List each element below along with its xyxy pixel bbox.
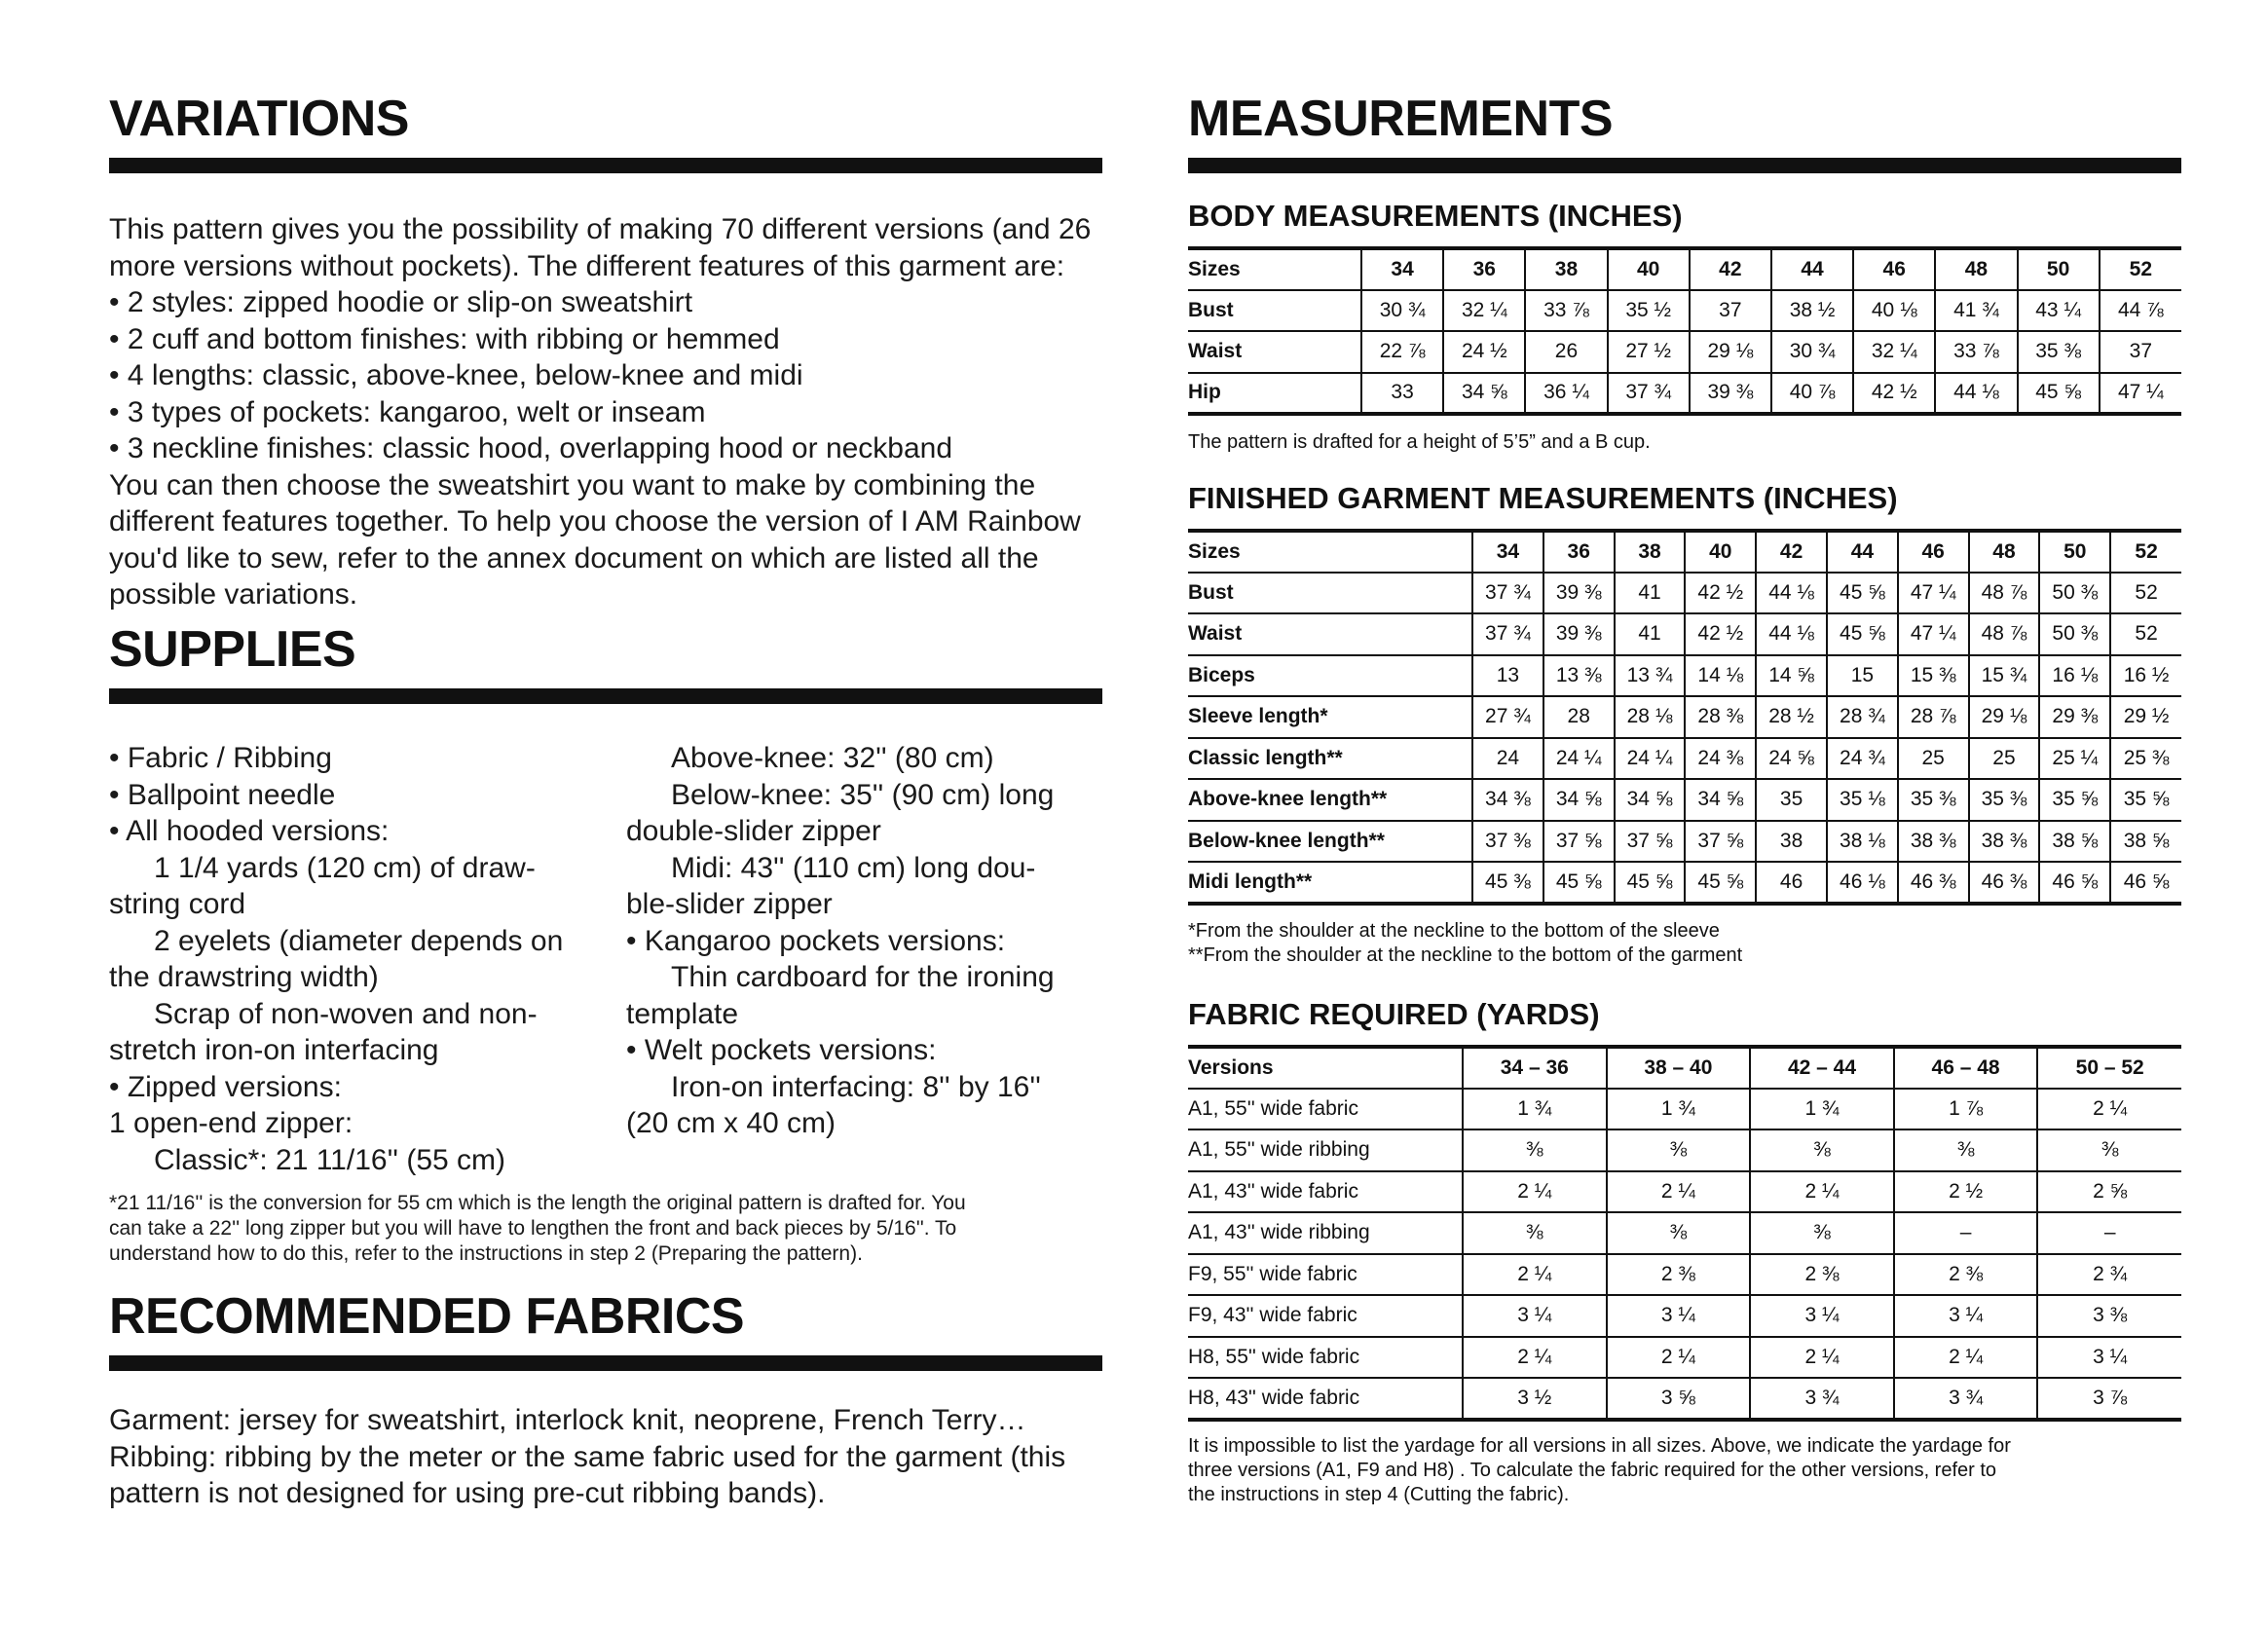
variations-heading: VARIATIONS	[109, 91, 409, 147]
table-cell: 34 ⅝	[1615, 779, 1686, 821]
table-header-cell: 46	[1898, 531, 1969, 573]
table-header-cell: 52	[2110, 531, 2181, 573]
table-cell: 3 ¼	[1463, 1295, 1607, 1337]
table-cell: 15 ⅜	[1898, 655, 1969, 697]
table-cell: 33 ⅞	[1525, 290, 1607, 332]
table-row	[1188, 862, 2181, 904]
table-cell: 35 ⅝	[2039, 779, 2110, 821]
table-header-cell: 42	[1756, 531, 1827, 573]
supplies-item: double-slider zipper	[626, 815, 881, 847]
table-row	[1188, 1129, 2181, 1171]
table-cell: 13	[1472, 655, 1543, 697]
table-cell: 16 ⅛	[2039, 655, 2110, 697]
table-cell: 46 ⅛	[1827, 862, 1898, 904]
table-cell: 28 ⅞	[1898, 696, 1969, 738]
variations-line: possible variations.	[109, 578, 358, 611]
table-cell: ⅜	[1607, 1129, 1751, 1171]
table-cell: 41	[1615, 573, 1686, 614]
fabrics-text	[109, 1402, 1102, 1512]
table-cell: 28 ⅛	[1615, 696, 1686, 738]
supplies-item: string cord	[109, 888, 246, 920]
table-header-cell: 34 – 36	[1463, 1047, 1607, 1089]
table-header-cell: 48	[1969, 531, 2040, 573]
table-header-row	[1188, 248, 2181, 290]
table-cell: 47 ¼	[2100, 373, 2181, 415]
supplies-item: Classic*: 21 11/16'' (55 cm)	[154, 1143, 506, 1176]
table-cell: 39 ⅜	[1690, 373, 1771, 415]
table-cell: 35 ⅜	[2018, 331, 2100, 373]
table-cell: 42 ½	[1685, 613, 1756, 655]
table-cell: 48 ⅞	[1969, 613, 2040, 655]
table-cell: 24 ¼	[1615, 738, 1686, 780]
table-cell: ⅜	[1607, 1212, 1751, 1254]
table-header-cell: 50 – 52	[2037, 1047, 2181, 1089]
table-cell: 35 ⅜	[1969, 779, 2040, 821]
row-label: A1, 43'' wide fabric	[1188, 1171, 1463, 1213]
table-cell: 3 ¼	[1750, 1295, 1894, 1337]
supplies-item: Midi: 43'' (110 cm) long dou-	[671, 851, 1036, 884]
supplies-note-line: understand how to do this, refer to the instructions in step 2 (Preparing the pattern).	[109, 1242, 863, 1265]
table-cell: 2 ¼	[1607, 1337, 1751, 1379]
supplies-item: Above-knee: 32'' (80 cm)	[671, 742, 994, 774]
supplies-item: Scrap of non-woven and non-	[154, 997, 538, 1030]
table-cell: 30 ¾	[1361, 290, 1443, 332]
table-cell: 36 ¼	[1525, 373, 1607, 415]
variations-line: • 3 types of pockets: kangaroo, welt or inseam	[109, 395, 706, 428]
finished-measurements-table	[1188, 529, 2181, 906]
table-cell: 39 ⅜	[1543, 573, 1615, 614]
table-cell: 45 ⅝	[1827, 613, 1898, 655]
row-label: A1, 43'' wide ribbing	[1188, 1212, 1463, 1254]
table-cell: 2 ⅜	[1607, 1254, 1751, 1296]
table-header-cell: 38	[1525, 248, 1607, 290]
supplies-list-left	[109, 740, 615, 1178]
table-cell: 50 ⅜	[2039, 573, 2110, 614]
table-header-cell: 42 – 44	[1750, 1047, 1894, 1089]
table-row	[1188, 331, 2181, 373]
supplies-note-line: can take a 22'' long zipper but you will have to lengthen the front and back pieces by 5/16''. To	[109, 1217, 957, 1240]
table-header-cell: 34	[1472, 531, 1543, 573]
table-cell: ⅜	[1750, 1129, 1894, 1171]
table-cell: 52	[2110, 573, 2181, 614]
table-cell: 32 ¼	[1443, 290, 1525, 332]
table-cell: 37 ⅝	[1543, 821, 1615, 863]
finished-note-line: *From the shoulder at the neckline to the bottom of the sleeve	[1188, 920, 1720, 942]
table-cell: 35 ⅜	[1898, 779, 1969, 821]
table-header-cell: 34	[1361, 248, 1443, 290]
table-cell: 24 ¾	[1827, 738, 1898, 780]
table-cell: 32 ¼	[1853, 331, 1935, 373]
table-cell: 3 ¾	[1750, 1378, 1894, 1420]
variations-line: • 3 neckline finishes: classic hood, overlapping hood or neckband	[109, 432, 953, 464]
table-cell: ⅜	[1750, 1212, 1894, 1254]
table-cell: 24 ⅝	[1756, 738, 1827, 780]
table-cell: 27 ¾	[1472, 696, 1543, 738]
fabric-required-heading: FABRIC REQUIRED (YARDS)	[1188, 997, 1600, 1031]
body-measurements-note: The pattern is drafted for a height of 5’5” and a B cup.	[1188, 431, 1651, 453]
table-header-cell: 44	[1771, 248, 1853, 290]
table-cell: 29 ⅛	[1690, 331, 1771, 373]
table-cell: 2 ¼	[1463, 1254, 1607, 1296]
variations-line: • 2 styles: zipped hoodie or slip-on sweatshirt	[109, 286, 693, 318]
table-cell: 37	[2100, 331, 2181, 373]
fabrics-line: pattern is not designed for using pre-cut ribbing bands).	[109, 1477, 826, 1509]
table-header-cell: 44	[1827, 531, 1898, 573]
row-label: Midi length**	[1188, 862, 1472, 904]
table-cell: 34 ⅝	[1685, 779, 1756, 821]
row-label: Waist	[1188, 331, 1361, 373]
table-cell: 24 ⅜	[1685, 738, 1756, 780]
body-measurements-table	[1188, 246, 2181, 416]
table-cell: 38	[1756, 821, 1827, 863]
table-cell: 25 ¼	[2039, 738, 2110, 780]
supplies-footnote	[109, 1191, 1102, 1267]
supplies-item: 2 eyelets (diameter depends on	[154, 924, 564, 957]
table-cell: 47 ¼	[1898, 613, 1969, 655]
body-measurements-heading: BODY MEASUREMENTS (INCHES)	[1188, 199, 1683, 233]
table-cell: 2 ¾	[2037, 1254, 2181, 1296]
supplies-item: the drawstring width)	[109, 961, 379, 993]
fabrics-line: Ribbing: ribbing by the meter or the same fabric used for the garment (this	[109, 1440, 1066, 1473]
table-cell: 13 ¾	[1615, 655, 1686, 697]
table-row	[1188, 655, 2181, 697]
table-cell: –	[1894, 1212, 2038, 1254]
table-cell: 35 ½	[1608, 290, 1690, 332]
fabrics-rule	[109, 1355, 1102, 1371]
row-label: Waist	[1188, 613, 1472, 655]
table-cell: 24 ½	[1443, 331, 1525, 373]
table-cell: 40 ⅛	[1853, 290, 1935, 332]
table-cell: 2 ½	[1894, 1171, 2038, 1213]
table-cell: 50 ⅜	[2039, 613, 2110, 655]
table-cell: 37 ⅜	[1472, 821, 1543, 863]
table-cell: 37 ¾	[1472, 613, 1543, 655]
fabric-note-line: It is impossible to list the yardage for all versions in all sizes. Above, we indicate the yardage for	[1188, 1435, 2011, 1457]
table-cell: 14 ⅛	[1685, 655, 1756, 697]
supplies-note-line: *21 11/16'' is the conversion for 55 cm which is the length the original pattern is drafted for. You	[109, 1192, 966, 1214]
table-header-cell: 48	[1935, 248, 2017, 290]
table-cell: 38 ⅜	[1969, 821, 2040, 863]
table-cell: 1 ¾	[1463, 1089, 1607, 1130]
table-cell: 34 ⅝	[1543, 779, 1615, 821]
row-label: F9, 43'' wide fabric	[1188, 1295, 1463, 1337]
table-header-cell: 42	[1690, 248, 1771, 290]
table-cell: 47 ¼	[1898, 573, 1969, 614]
measurements-rule	[1188, 158, 2181, 173]
table-cell: 16 ½	[2110, 655, 2181, 697]
table-cell: ⅜	[1463, 1212, 1607, 1254]
table-cell: ⅜	[1463, 1129, 1607, 1171]
fabrics-heading: RECOMMENDED FABRICS	[109, 1288, 745, 1345]
table-cell: 29 ⅜	[2039, 696, 2110, 738]
table-cell: 46 ⅜	[1969, 862, 2040, 904]
table-cell: 38 ⅜	[1898, 821, 1969, 863]
table-header-cell: 46 – 48	[1894, 1047, 2038, 1089]
table-cell: 28 ½	[1756, 696, 1827, 738]
table-cell: 1 ¾	[1750, 1089, 1894, 1130]
supplies-item: • Kangaroo pockets versions:	[626, 924, 1006, 957]
table-cell: 37 ¾	[1608, 373, 1690, 415]
table-cell: 35	[1756, 779, 1827, 821]
table-cell: 1 ¾	[1607, 1089, 1751, 1130]
table-cell: 48 ⅞	[1969, 573, 2040, 614]
table-header-cell: 40	[1685, 531, 1756, 573]
table-cell: 29 ½	[2110, 696, 2181, 738]
table-cell: 43 ¼	[2018, 290, 2100, 332]
table-cell: 45 ⅝	[1615, 862, 1686, 904]
table-row	[1188, 1337, 2181, 1379]
table-cell: 25	[1898, 738, 1969, 780]
supplies-item: ble-slider zipper	[626, 888, 833, 920]
table-cell: 46 ⅝	[2110, 862, 2181, 904]
variations-rule	[109, 158, 1102, 173]
table-cell: 41 ¾	[1935, 290, 2017, 332]
table-header-cell: 40	[1608, 248, 1690, 290]
measurements-heading: MEASUREMENTS	[1188, 91, 1614, 147]
table-cell: 34 ⅝	[1443, 373, 1525, 415]
table-cell: 46 ⅝	[2039, 862, 2110, 904]
row-label: Hip	[1188, 373, 1361, 415]
table-cell: 41	[1615, 613, 1686, 655]
table-cell: 28	[1543, 696, 1615, 738]
fabrics-line: Garment: jersey for sweatshirt, interlock knit, neoprene, French Terry…	[109, 1404, 1026, 1436]
table-header-cell: Sizes	[1188, 531, 1472, 573]
row-label: Below-knee length**	[1188, 821, 1472, 863]
table-header-cell: 46	[1853, 248, 1935, 290]
table-header-cell: 52	[2100, 248, 2181, 290]
table-cell: 45 ⅝	[2018, 373, 2100, 415]
table-cell: ⅜	[2037, 1129, 2181, 1171]
row-label: Biceps	[1188, 655, 1472, 697]
supplies-item: • Zipped versions:	[109, 1070, 342, 1103]
table-cell: 33	[1361, 373, 1443, 415]
fabric-note-line: three versions (A1, F9 and H8) . To calculate the fabric required for the other versions, refer to	[1188, 1460, 1997, 1481]
finished-measurements-notes	[1188, 919, 2181, 968]
row-label: H8, 55'' wide fabric	[1188, 1337, 1463, 1379]
table-header-row	[1188, 531, 2181, 573]
fabric-note-line: the instructions in step 4 (Cutting the fabric).	[1188, 1484, 1570, 1505]
supplies-item: • Welt pockets versions:	[626, 1034, 937, 1066]
table-row	[1188, 290, 2181, 332]
variations-line: This pattern gives you the possibility of making 70 different versions (and 26	[109, 213, 1092, 245]
table-cell: 26	[1525, 331, 1607, 373]
variations-text	[109, 211, 1102, 613]
table-cell: 37 ⅝	[1615, 821, 1686, 863]
table-header-row	[1188, 1047, 2181, 1089]
supplies-item: • Fabric / Ribbing	[109, 742, 332, 774]
table-cell: 52	[2110, 613, 2181, 655]
table-cell: 13 ⅜	[1543, 655, 1615, 697]
row-label: F9, 55'' wide fabric	[1188, 1254, 1463, 1296]
table-header-cell: 36	[1443, 248, 1525, 290]
table-cell: ⅜	[1894, 1129, 2038, 1171]
table-cell: 24	[1472, 738, 1543, 780]
supplies-item: Below-knee: 35'' (90 cm) long	[671, 778, 1055, 811]
table-cell: 3 ¼	[1607, 1295, 1751, 1337]
table-row	[1188, 573, 2181, 614]
supplies-item: template	[626, 997, 739, 1030]
table-cell: 34 ⅜	[1472, 779, 1543, 821]
table-cell: 42 ½	[1853, 373, 1935, 415]
table-cell: 33 ⅞	[1935, 331, 2017, 373]
table-cell: 38 ⅝	[2039, 821, 2110, 863]
table-cell: 25	[1969, 738, 2040, 780]
table-cell: 28 ¾	[1827, 696, 1898, 738]
table-row	[1188, 821, 2181, 863]
table-row	[1188, 373, 2181, 415]
supplies-item: • All hooded versions:	[109, 815, 390, 847]
finished-note-line: **From the shoulder at the neckline to the bottom of the garment	[1188, 944, 1743, 966]
table-row	[1188, 1171, 2181, 1213]
table-cell: 30 ¾	[1771, 331, 1853, 373]
table-cell: 39 ⅜	[1543, 613, 1615, 655]
supplies-item: Thin cardboard for the ironing	[671, 961, 1055, 993]
table-row	[1188, 738, 2181, 780]
variations-line: • 2 cuff and bottom finishes: with ribbing or hemmed	[109, 322, 780, 355]
table-cell: 2 ¼	[1607, 1171, 1751, 1213]
finished-measurements-heading: FINISHED GARMENT MEASUREMENTS (INCHES)	[1188, 481, 1898, 515]
table-cell: 3 ⅞	[2037, 1378, 2181, 1420]
table-row	[1188, 1089, 2181, 1130]
table-cell: 25 ⅜	[2110, 738, 2181, 780]
table-cell: 45 ⅜	[1472, 862, 1543, 904]
table-header-cell: 38 – 40	[1607, 1047, 1751, 1089]
table-header-cell: Sizes	[1188, 248, 1361, 290]
row-label: Sleeve length*	[1188, 696, 1472, 738]
table-cell: 35 ⅝	[2110, 779, 2181, 821]
table-cell: 3 ¾	[1894, 1378, 2038, 1420]
table-cell: 22 ⅞	[1361, 331, 1443, 373]
table-cell: 38 ⅝	[2110, 821, 2181, 863]
row-label: Classic length**	[1188, 738, 1472, 780]
supplies-item: 1 1/4 yards (120 cm) of draw-	[154, 851, 536, 884]
table-row	[1188, 696, 2181, 738]
supplies-list-right	[626, 740, 1103, 1142]
table-cell: 3 ¼	[1894, 1295, 2038, 1337]
table-row	[1188, 1212, 2181, 1254]
table-cell: 37 ⅝	[1685, 821, 1756, 863]
table-row	[1188, 613, 2181, 655]
table-cell: 45 ⅝	[1685, 862, 1756, 904]
variations-line: You can then choose the sweatshirt you want to make by combining the	[109, 468, 1036, 501]
table-cell: 46 ⅜	[1898, 862, 1969, 904]
table-cell: 15 ¾	[1969, 655, 2040, 697]
table-cell: 1 ⅞	[1894, 1089, 2038, 1130]
table-header-cell: 36	[1543, 531, 1615, 573]
table-row	[1188, 779, 2181, 821]
supplies-item: 1 open-end zipper:	[109, 1107, 353, 1139]
table-row	[1188, 1254, 2181, 1296]
fabric-required-notes	[1188, 1434, 2181, 1507]
table-cell: 35 ⅛	[1827, 779, 1898, 821]
table-cell: 3 ¼	[2037, 1337, 2181, 1379]
table-cell: 37 ¾	[1472, 573, 1543, 614]
table-cell: 2 ⅜	[1750, 1254, 1894, 1296]
table-cell: 46	[1756, 862, 1827, 904]
variations-line: you'd like to sew, refer to the annex document on which are listed all the	[109, 541, 1039, 574]
variations-line: different features together. To help you choose the version of I AM Rainbow	[109, 505, 1081, 537]
row-label: A1, 55'' wide ribbing	[1188, 1129, 1463, 1171]
table-cell: 2 ¼	[1463, 1337, 1607, 1379]
table-cell: 14 ⅝	[1756, 655, 1827, 697]
row-label: A1, 55'' wide fabric	[1188, 1089, 1463, 1130]
table-header-cell: 50	[2018, 248, 2100, 290]
supplies-heading: SUPPLIES	[109, 621, 356, 678]
table-cell: 42 ½	[1685, 573, 1756, 614]
table-cell: 38 ⅛	[1827, 821, 1898, 863]
table-cell: 44 ⅞	[2100, 290, 2181, 332]
supplies-item: stretch iron-on interfacing	[109, 1034, 439, 1066]
fabric-required-table	[1188, 1045, 2181, 1422]
table-cell: 24 ¼	[1543, 738, 1615, 780]
table-row	[1188, 1378, 2181, 1420]
table-cell: 2 ¼	[1750, 1171, 1894, 1213]
table-cell: 44 ⅛	[1935, 373, 2017, 415]
table-cell: 2 ⅜	[1894, 1254, 2038, 1296]
table-cell: 3 ½	[1463, 1378, 1607, 1420]
table-header-cell: 38	[1615, 531, 1686, 573]
variations-line: • 4 lengths: classic, above-knee, below-knee and midi	[109, 359, 803, 391]
table-cell: –	[2037, 1212, 2181, 1254]
table-cell: 29 ⅛	[1969, 696, 2040, 738]
table-cell: 44 ⅛	[1756, 613, 1827, 655]
table-cell: 38 ½	[1771, 290, 1853, 332]
table-row	[1188, 1295, 2181, 1337]
table-cell: 2 ¼	[1750, 1337, 1894, 1379]
variations-line: more versions without pockets). The different features of this garment are:	[109, 249, 1065, 282]
table-cell: 40 ⅞	[1771, 373, 1853, 415]
row-label: Bust	[1188, 290, 1361, 332]
table-header-cell: Versions	[1188, 1047, 1463, 1089]
table-cell: 2 ⅝	[2037, 1171, 2181, 1213]
table-cell: 45 ⅝	[1827, 573, 1898, 614]
supplies-item: • Ballpoint needle	[109, 778, 336, 811]
table-cell: 45 ⅝	[1543, 862, 1615, 904]
table-cell: 28 ⅜	[1685, 696, 1756, 738]
table-cell: 2 ¼	[1463, 1171, 1607, 1213]
row-label: Above-knee length**	[1188, 779, 1472, 821]
row-label: Bust	[1188, 573, 1472, 614]
supplies-item: (20 cm x 40 cm)	[626, 1107, 837, 1139]
table-cell: 44 ⅛	[1756, 573, 1827, 614]
table-cell: 3 ⅜	[2037, 1295, 2181, 1337]
table-cell: 2 ¼	[1894, 1337, 2038, 1379]
table-cell: 3 ⅝	[1607, 1378, 1751, 1420]
table-header-cell: 50	[2039, 531, 2110, 573]
row-label: H8, 43'' wide fabric	[1188, 1378, 1463, 1420]
supplies-rule	[109, 688, 1102, 704]
table-cell: 15	[1827, 655, 1898, 697]
table-cell: 37	[1690, 290, 1771, 332]
supplies-item: Iron-on interfacing: 8'' by 16''	[671, 1070, 1041, 1103]
table-cell: 27 ½	[1608, 331, 1690, 373]
table-cell: 2 ¼	[2037, 1089, 2181, 1130]
